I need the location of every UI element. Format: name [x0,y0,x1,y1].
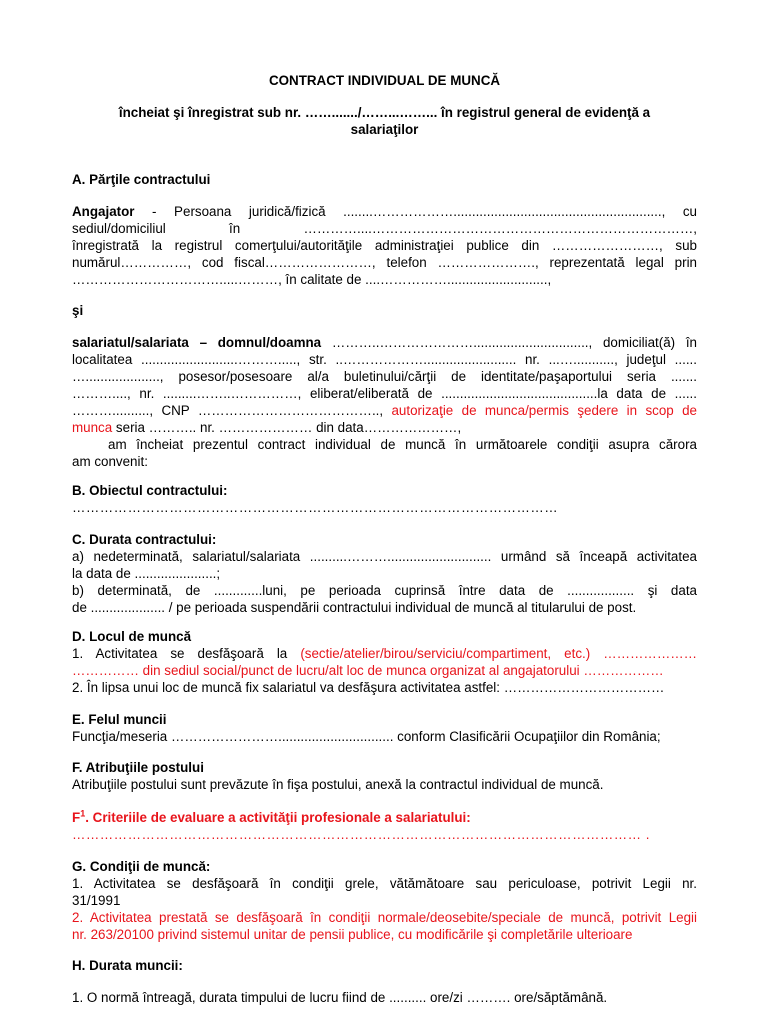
section-c-b-line-2: de .................... / pe perioada suspendării contractului individual de muncă al titularului de post. [72,600,637,615]
section-d-line-2: …………… din sediul social/punct de lucru/alt loc de munca organizat al angajatorului ……………… [72,663,664,678]
section-c-heading: C. Durata contractului: [72,532,217,547]
and-label: şi [72,303,84,318]
section-a-heading: A. Părţile contractului [72,172,211,187]
employee-line-2: localitatea ..........................………....., str. ..………………......................... nr. ...…..........., judeţul ...... [72,352,697,367]
section-b-heading: B. Obiectul contractului: [72,483,228,498]
section-e-line-1: Funcţia/meseria ……………………............................... conform Clasificării Ocupaţiilor din România; [72,729,661,744]
employee-line-1: salariatul/salariata – domnul/doamna ………..…………………..............................., domiciliat(ă) în [72,335,697,350]
section-g-heading: G. Condiţii de muncă: [72,859,211,874]
employer-line-1: Angajator - Persoana juridică/fizică ........………………........................................................, cu [72,204,697,219]
subtitle-line-2: salariaţilor [350,122,419,137]
subtitle-line-1: încheiat şi înregistrat sub nr. ……......./……...……... în registrul general de evidenţă a [118,105,651,120]
section-g-line-4: nr. 263/20100 privind sistemul unitar de pensii publice, cu modificările şi completările ulterioare [72,927,633,942]
section-c-b-line-1: b) determinată, de .............luni, pe perioada cuprinsă între data de .................. şi data [72,583,697,598]
section-c-a-line-2: la data de ......................; [72,566,221,581]
section-c-a-line-1: a) nedeterminată, salariatul/salariata ..........………............................ urmând să înceapă activitatea [72,549,697,564]
section-a-employee [72,334,697,470]
employer-line-4: numărul……………, cod fiscal……………………, telefon …………………., reprezentată legal prin [72,255,697,270]
section-d-line-1: 1. Activitatea se desfăşoară la (sectie/atelier/birou/serviciu/compartiment, etc.) ………………… [72,646,697,661]
employer-line-5: …………………………….....………, în calitate de ....……………..........................., [72,272,552,287]
section-f-line-1: Atribuţiile postului sunt prevăzute în fişa postului, anexă la contractul individual de muncă. [72,777,604,792]
section-g-line-2: 31/1991 [72,893,121,908]
employee-line-7: am încheiat prezentul contract individual de muncă în următoarele condiţii asupra cărora [108,437,697,452]
employer-line-3: înregistrată la registrul comerţului/autorităţile administraţiei publice din ……………………, sub [72,238,697,253]
section-d-body [72,645,697,696]
employee-label: salariatul/salariata – domnul/doamna [72,335,322,350]
employee-line-4: ………...., nr. .........……..……………, eliberat/eliberată de ..........................................la data de ...... [72,386,697,401]
section-g-line-1: 1. Activitatea se desfăşoară în condiţii grele, vătămătoare sau periculoase, potrivit Legii nr. [72,876,697,891]
employer-line-2: sediul/domiciliul în …………....………………………………………………………………, [72,221,697,236]
section-c-body [72,548,697,616]
section-d-line-3: 2. În lipsa unui loc de muncă fix salariatul va desfăşura activitatea astfel: ……………………………… [72,680,665,695]
section-d-heading: D. Locul de muncă [72,629,192,644]
employee-line-3: …...................., posesor/posesoare al/a buletinului/cărţii de identitate/paşaportului seria ....... [72,369,697,384]
employer-label: Angajator [72,204,135,219]
employee-line-6: munca seria ……….. nr. ………………… din data…………………, [72,420,462,435]
section-a-employer [72,203,697,288]
section-f1-dots: …………………………………………………………………………………………………………… . [72,827,650,842]
section-g-body [72,875,697,943]
section-f-heading: F. Atribuţiile postului [72,760,204,775]
page-title: CONTRACT INDIVIDUAL DE MUNCĂ [268,73,501,88]
section-e-heading: E. Felul muncii [72,712,167,727]
employee-line-8: am convenit: [72,454,148,469]
section-f1-heading: $F^1$. Criteriile de evaluare a activităţii profesionale a salariatului: [72,808,471,825]
section-h-line-1: 1. O normă întreagă, durata timpului de lucru fiind de .......... ore/zi ………. ore/săptămână. [72,990,608,1005]
section-h-heading: H. Durata muncii: [72,958,183,973]
employee-line-5: ……….........., CNP ………………………………….., autorizaţie de munca/permis şedere in scop de [72,403,697,418]
section-b-dots: …………………………………………………………………………………………… [72,500,559,515]
section-g-line-3: 2. Activitatea prestată se desfăşoară în condiţii normale/deosebite/speciale de muncă, potrivit Legii [72,910,697,925]
